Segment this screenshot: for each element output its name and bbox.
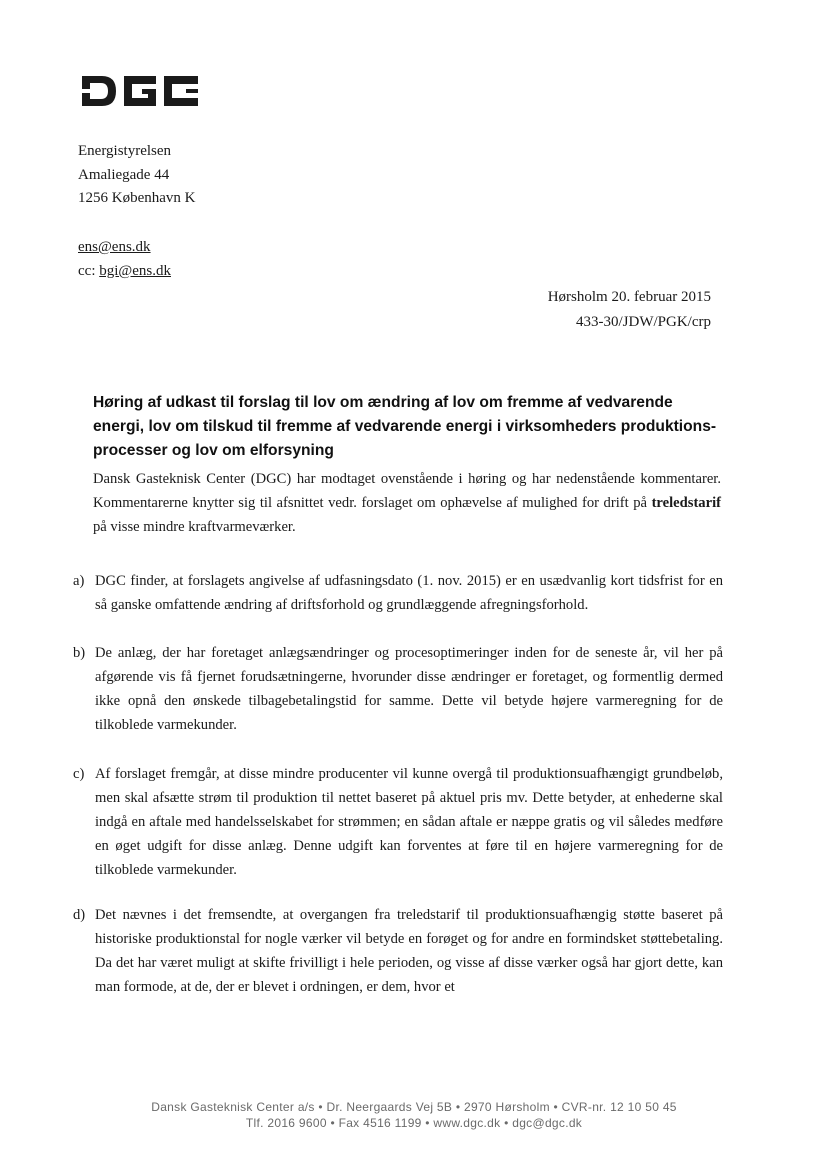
date-block [548, 285, 711, 334]
list-item-label: c) [73, 766, 85, 782]
recipient-street: Amaliegade 44 [78, 166, 170, 183]
letter-date: Hørsholm 20. februar 2015 [547, 289, 711, 305]
intro-text-2: på visse mindre kraftvarmeværker. [93, 519, 296, 535]
list-item-text: De anlæg, der har foretaget anlægsændringer og procesoptimeringer inden for de seneste år, vil her på afgørende vis få fjernet forudsætningerne, hvorunder disse ændringer er foretaget, og formentlig dermed ikke opnå den ønskede tilbagebetalingstid for samme. Dette vil betyde højere varmeregning for de tilkoblede varmekunder. [95, 645, 723, 733]
recipient-address [78, 140, 195, 211]
intro-bold-term: treledstarif [651, 495, 721, 511]
recipient-city: 1256 København K [78, 190, 196, 206]
intro-text-1: Dansk Gasteknisk Center (DGC) har modtaget ovenstående i høring og har nedenstående kommentarer. Kommentarerne knytter sig til afsnittet vedr. forslaget om ophævelse af mulighed for drift på [93, 471, 721, 511]
email-block [78, 236, 171, 283]
footer-contact-line: Tlf. 2016 9600 • Fax 4516 1199 • www.dgc.dk • dgc@dgc.dk [245, 1116, 583, 1130]
cc-label: cc: [78, 262, 100, 279]
letter-subject: Høring af udkast til forslag til lov om ændring af lov om fremme af vedvarende energi, lov om tilskud til fremme af vedvarende energi i virksomheders produktions-processer og lov om elforsyning [93, 394, 717, 459]
list-item-label: b) [73, 645, 86, 661]
list-item-text: Af forslaget fremgår, at disse mindre producenter vil kunne overgå til produktionsuafhængigt grundbeløb, men skal afsætte strøm til produktion til nettet baseret på aktuel pris mv. Dette betyder, at enhederne skal indgå en aftale med handelsselskabet for strømmen; en sådan aftale er næppe gratis og vil således medføre en øget udgift for disse anlæg. Denne udgift kan forventes at føre til en højere varmeregning for de tilkoblede varmekunder. [95, 766, 723, 878]
list-item-d [73, 903, 723, 999]
list-item-text: DGC finder, at forslagets angivelse af udfasningsdato (1. nov. 2015) er en usædvanlig kort tidsfrist for en så ganske omfattende ændring af driftsforhold og grundlæggende afregningsforhold. [95, 573, 723, 613]
list-item-c [73, 762, 723, 882]
intro-paragraph [93, 467, 721, 539]
email-link-to[interactable]: ens@ens.dk [78, 239, 151, 255]
list-item-b [73, 641, 723, 737]
recipient-name: Energistyrelsen [78, 143, 172, 159]
list-item-a [73, 569, 723, 617]
list-item-label: d) [73, 907, 86, 923]
email-link-cc[interactable]: bgi@ens.dk [99, 262, 171, 279]
footer-company-line: Dansk Gasteknisk Center a/s • Dr. Neergaards Vej 5B • 2970 Hørsholm • CVR-nr. 12 10 50 45 [151, 1100, 677, 1114]
page-footer [0, 1099, 828, 1131]
list-item-label: a) [73, 573, 85, 589]
letter-reference: 433-30/JDW/PGK/crp [576, 313, 711, 330]
list-item-text: Det nævnes i det fremsendte, at overgangen fra treledstarif til produktionsuafhængig støtte baseret på historiske produktionstal for nogle værker vil betyde en forøget og for andre en formindsket støttebetaling. Da det har været muligt at skifte frivilligt i hele perioden, og visse af disse værker også har gjort dette, kan man formode, at de, der er blevet i ordningen, er dem, hvor et [95, 907, 723, 995]
dgc-logo [80, 74, 200, 108]
